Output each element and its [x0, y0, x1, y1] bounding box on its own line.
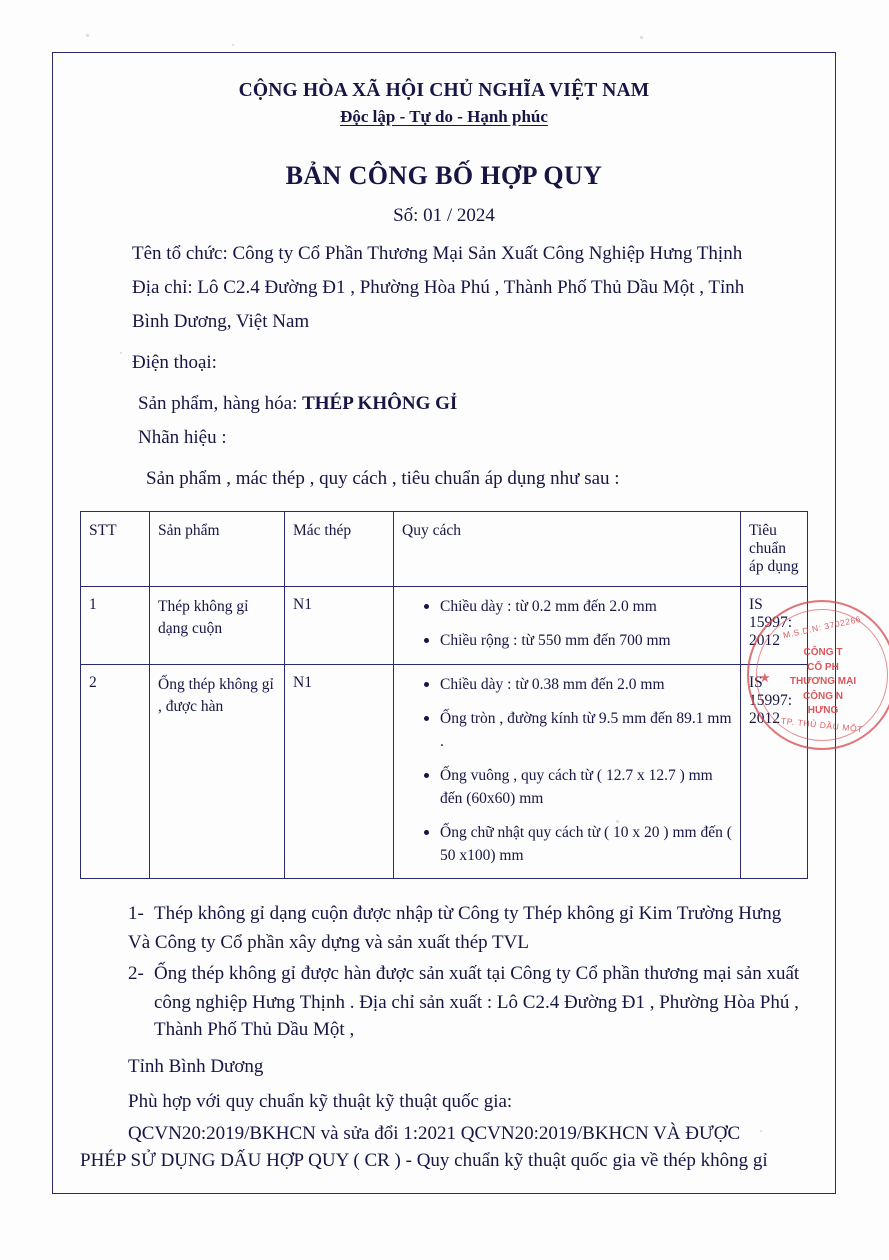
spec-item: Ống tròn , đường kính từ 9.5 mm đến 89.1 mm .	[424, 708, 732, 753]
specification-table	[80, 511, 808, 879]
scan-speck	[760, 1130, 762, 1132]
table-header-row	[81, 511, 808, 586]
seal-arc-bottom-text: TP. THỦ DẦU MỘT	[780, 715, 864, 735]
spec-item: Chiều dày : từ 0.2 mm đến 2.0 mm	[424, 596, 732, 618]
spec-item: Ống vuông , quy cách từ ( 12.7 x 12.7 ) mm đến (60x60) mm	[424, 765, 732, 810]
province-line: Tỉnh Bình Dương	[128, 1055, 264, 1077]
product-label: Sản phẩm, hàng hóa:	[138, 392, 303, 414]
row-stt: 1	[81, 586, 150, 664]
scan-speck	[616, 820, 619, 823]
row-grade: N1	[285, 664, 394, 878]
document-number: Số: 01 / 2024	[393, 205, 495, 226]
note-item	[80, 961, 808, 988]
note-text-continued: công nghiệp Hưng Thịnh . Địa chỉ sản xuất : Lô C2.4 Đường Đ1 , Phường Hòa Phú ,	[154, 991, 799, 1013]
note-item	[80, 901, 808, 928]
table-header-stt: STT	[81, 511, 150, 586]
seal-inner-line-5: HƯNG	[807, 705, 839, 716]
seal-inner-line-1: CÔNG T	[803, 647, 843, 658]
note-number: 1-	[128, 903, 144, 924]
conformity-line-1: QCVN20:2019/BKHCN và sửa đổi 1:2021 QCVN20:2019/BKHCN VÀ ĐƯỢC	[128, 1122, 741, 1144]
spec-list	[402, 674, 732, 867]
scan-speck	[232, 44, 234, 46]
spec-item: Ống chữ nhật quy cách từ ( 10 x 20 ) mm đến ( 50 x100) mm	[424, 822, 732, 867]
scan-speck	[120, 352, 122, 354]
document-title: BẢN CÔNG BỐ HỢP QUY	[285, 161, 603, 190]
table-header-spec: Quy cách	[394, 511, 741, 586]
row-specs	[394, 664, 741, 878]
table-intro: Sản phẩm , mác thép , quy cách , tiêu chuẩn áp dụng như sau :	[146, 467, 620, 489]
conformity-intro: Phù hợp với quy chuẩn kỹ thuật kỹ thuật quốc gia:	[128, 1090, 513, 1112]
note-number: 2-	[128, 962, 144, 984]
seal-inner-line-2: CỔ PH	[807, 661, 839, 673]
seal-inner-line-4: CÔNG N	[803, 690, 843, 702]
conformity-line-2: PHÉP SỬ DỤNG DẤU HỢP QUY ( CR ) - Quy chuẩn kỹ thuật quốc gia về thép không gỉ	[80, 1150, 768, 1172]
scan-speck	[640, 36, 643, 39]
table-row	[81, 586, 808, 664]
row-stt: 2	[81, 664, 150, 878]
note-text: Thép không gỉ dạng cuộn được nhập từ Công ty Thép không gỉ Kim Trường Hưng	[154, 903, 782, 924]
organization-address-line2: Bình Dương, Việt Nam	[132, 310, 310, 332]
row-specs	[394, 586, 741, 664]
brand-line: Nhãn hiệu :	[138, 426, 227, 448]
seal-arc-top-text: M.S.D.N: 3702266	[782, 613, 862, 641]
organization-name: Tên tổ chức: Công ty Cổ Phần Thương Mại Sản Xuất Công Nghiệp Hưng Thịnh	[132, 243, 743, 264]
scan-speck	[86, 34, 89, 37]
row-grade: N1	[285, 586, 394, 664]
spec-list	[402, 596, 732, 653]
row-product: Thép không gỉ dạng cuộn	[150, 586, 285, 664]
national-heading: CỘNG HÒA XÃ HỘI CHỦ NGHĨA VIỆT NAM	[238, 80, 650, 101]
document-content	[52, 52, 836, 1194]
seal-inner-line-3: THƯƠNG MẠI	[789, 676, 857, 687]
table-row	[81, 664, 808, 878]
note-text-continued: Và Công ty Cổ phần xây dựng và sản xuất thép TVL	[128, 931, 529, 953]
table-body	[81, 586, 808, 878]
national-motto-text: Độc lập - Tự do - Hạnh phúc	[340, 107, 548, 126]
table-header-grade: Mác thép	[285, 511, 394, 586]
organization-address-line1: Địa chỉ: Lô C2.4 Đường Đ1 , Phường Hòa Phú , Thành Phố Thủ Dầu Một , Tỉnh	[132, 276, 745, 298]
notes-section	[80, 901, 808, 1044]
row-standard: IS 15997: 2012	[741, 586, 808, 664]
table-head	[81, 511, 808, 586]
note-text-continued: Thành Phố Thủ Dầu Một ,	[154, 1018, 355, 1040]
product-line	[80, 391, 808, 418]
row-standard: IS 15997: 2012	[741, 664, 808, 878]
table-header-standard: Tiêu chuẩn áp dụng	[741, 511, 808, 586]
table-header-product: Sản phẩm	[150, 511, 285, 586]
organization-phone: Điện thoại:	[132, 351, 217, 373]
row-product: Ống thép không gỉ , được hàn	[150, 664, 285, 878]
spec-item: Chiều dày : từ 0.38 mm đến 2.0 mm	[424, 674, 732, 696]
note-text: Ống thép không gỉ được hàn được sản xuất tại Công ty Cổ phần thương mại sản xuất	[154, 962, 800, 984]
product-value: THÉP KHÔNG GỈ	[302, 392, 458, 414]
spec-item: Chiều rộng : từ 550 mm đến 700 mm	[424, 630, 732, 652]
national-motto	[80, 107, 808, 127]
star-icon: ★	[759, 670, 771, 685]
